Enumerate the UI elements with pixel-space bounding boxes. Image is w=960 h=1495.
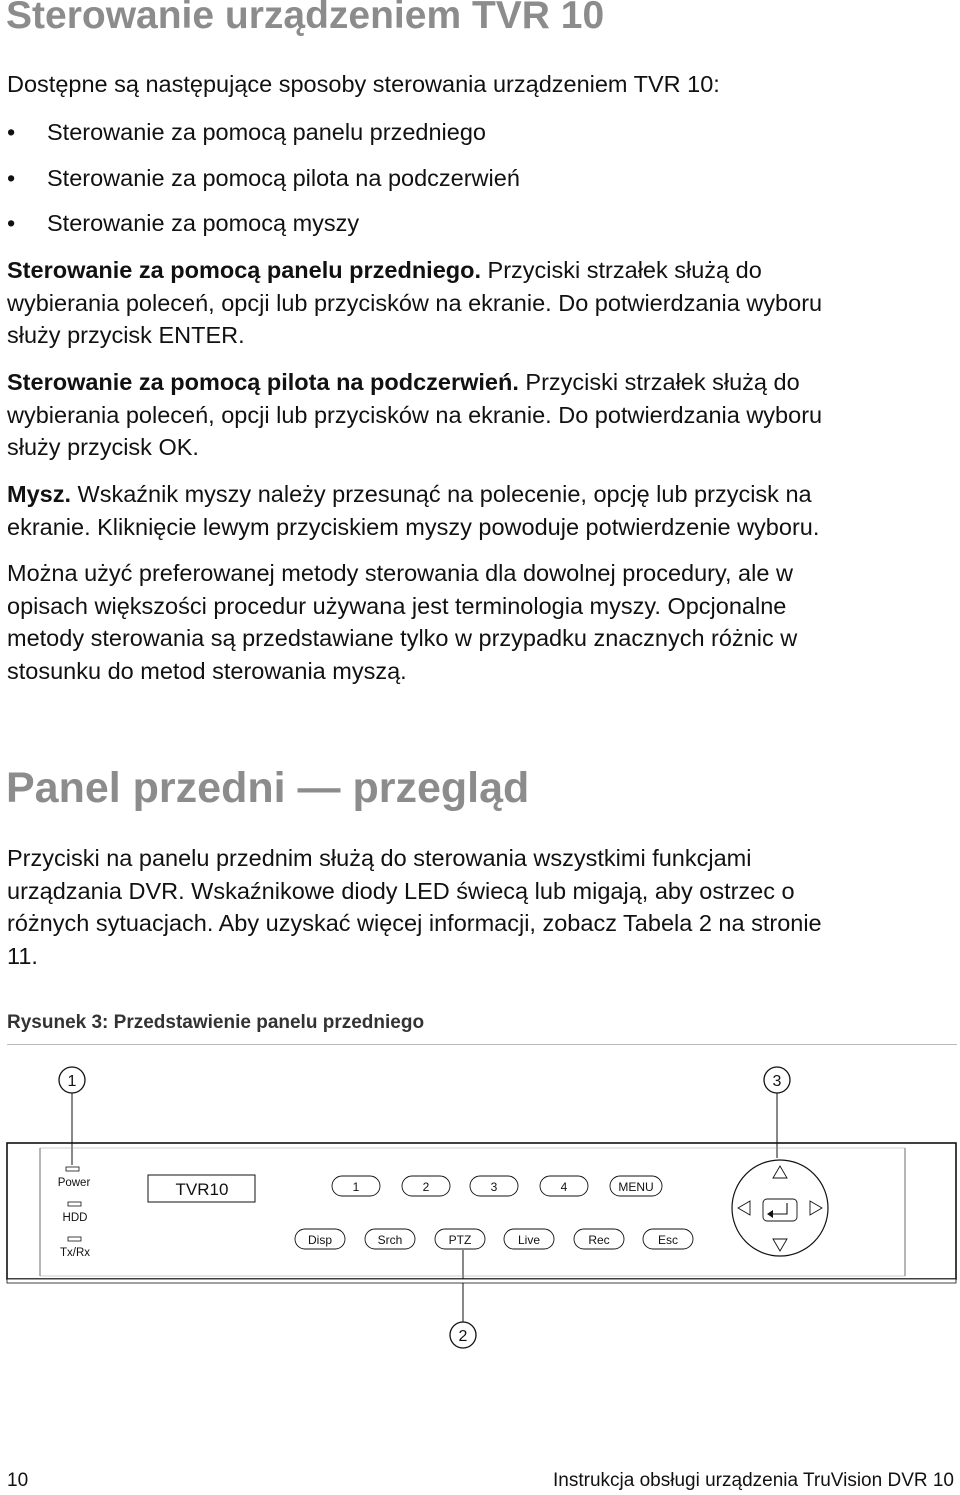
svg-text:Power: Power <box>57 1177 91 1189</box>
svg-text:3: 3 <box>772 1073 782 1090</box>
paragraph-mouse: Mysz. Wskaźnik myszy należy przesunąć na polecenie, opcję lub przycisk na ekranie. Kliknięcie lewym przyciskiem myszy powoduje potwierdzenie wyboru. <box>7 481 820 540</box>
button-menu[interactable] <box>610 1176 662 1196</box>
paragraph-front-panel-overview: Przyciski na panelu przednim służą do sterowania wszystkimi funkcjami urządzania DVR. Wskaźnikowe diody LED świecą lub migają, aby ostrzec o różnych sytuacjach. Aby uzyskać więcej informacji, zobacz Tabela 2 na stronie 11. <box>7 845 822 969</box>
svg-text:Tx/Rx: Tx/Rx <box>59 1247 91 1259</box>
document-title: Instrukcja obsługi urządzenia TruVision DVR 10 <box>553 1470 954 1491</box>
intro-text: Dostępne są następujące sposoby sterowania urządzeniem TVR 10: <box>7 71 720 97</box>
paragraph-front-panel: Sterowanie za pomocą panelu przedniego. Przyciski strzałek służą do wybierania poleceń, opcji lub przycisków na ekranie. Do potwierdzania wyboru służy przycisk ENTER. <box>7 257 823 348</box>
section-title-front-panel: Panel przedni — przegląd <box>6 764 530 812</box>
figure-caption: Rysunek 3: Przedstawienie panelu przedniego <box>7 1012 425 1033</box>
page-number: 10 <box>7 1470 29 1491</box>
led-txrx <box>60 1237 90 1259</box>
callout-3 <box>764 1067 790 1158</box>
button-srch[interactable] <box>365 1229 415 1249</box>
svg-text:Esc: Esc <box>657 1233 679 1247</box>
svg-text:1: 1 <box>67 1073 77 1090</box>
button-3[interactable] <box>470 1176 518 1196</box>
button-1[interactable] <box>332 1176 380 1196</box>
svg-text:PTZ: PTZ <box>448 1233 472 1247</box>
navigation-pad <box>732 1160 828 1256</box>
svg-text:3: 3 <box>490 1180 498 1194</box>
enter-icon[interactable] <box>763 1199 797 1221</box>
manual-page: Sterowanie urządzeniem TVR 10 Dostępne są następujące sposoby sterowania urządzeniem TVR 10: • Sterowanie za pomocą panelu przedniego • Sterowanie za pomocą pilota na podczerwień • Sterowanie za pomocą myszy Sterowanie za pomocą panelu przedniego. Przyciski strzałek służą do wybierania poleceń, opcji lub przycisków na ekranie. Do potwierdzania wyboru służy przycisk ENTER. Sterowanie za pomocą pilota na podczerwień. Przyciski strzałek służą do wybierania poleceń, opcji lub przycisków na ekranie. Do potwierdzania wyboru służy przycisk OK. Mysz. Wskaźnik myszy należy przesunąć na polecenie, opcję lub przycisk na ekranie. Kliknięcie lewym przyciskiem myszy powoduje potwierdzenie wyboru. Można użyć preferowanej metody sterowania dla dowolnej procedury, ale w opisach większości procedur używana jest terminologia myszy. Opcjonalne metody sterowania są przedstawiane tylko w przypadku znacznych różnic w stosunku do metod sterowania myszą. Panel przedni — przegląd Przyciski na panelu przednim służą do sterowania wszystkimi funkcjami urządzania DVR. Wskaźnikowe diody LED świecą lub migają, aby ostrzec o różnych sytuacjach. Aby uzyskać więcej informacji, zobacz Tabela 2 na stronie 11. Rysunek 3: Przedstawienie panelu przedniego 1 3 2 Power HDD Tx/Rx TVR10 1 2 3 4 MENU Disp Srch PTZ Live Rec Esc 10 Instrukcja obsługi urządzenia TruVision DVR 10 <box>0 0 960 1495</box>
bullet-icon: • <box>7 210 16 236</box>
button-ptz[interactable] <box>435 1229 485 1249</box>
svg-text:2: 2 <box>458 1328 468 1345</box>
bullet-icon: • <box>7 119 16 145</box>
front-panel-figure <box>0 1050 960 1360</box>
svg-text:Rec: Rec <box>588 1233 610 1247</box>
svg-text:Live: Live <box>517 1233 541 1247</box>
model-label <box>148 1175 255 1202</box>
svg-text:Disp: Disp <box>307 1233 333 1247</box>
button-2[interactable] <box>402 1176 450 1196</box>
svg-text:4: 4 <box>560 1180 568 1194</box>
button-4[interactable] <box>540 1176 588 1196</box>
led-power <box>58 1167 91 1189</box>
svg-text:MENU: MENU <box>618 1180 654 1194</box>
button-disp[interactable] <box>295 1229 345 1249</box>
svg-text:2: 2 <box>422 1180 430 1194</box>
led-hdd <box>63 1202 88 1224</box>
svg-text:1: 1 <box>352 1180 360 1194</box>
button-live[interactable] <box>504 1229 554 1249</box>
svg-text:TVR10: TVR10 <box>175 1180 229 1199</box>
callout-1 <box>59 1067 85 1165</box>
button-rec[interactable] <box>574 1229 624 1249</box>
button-esc[interactable] <box>643 1229 693 1249</box>
bullet-icon: • <box>7 165 16 191</box>
svg-text:Srch: Srch <box>377 1233 403 1247</box>
caption-divider <box>7 1044 957 1045</box>
section-title-control: Sterowanie urządzeniem TVR 10 <box>6 0 605 37</box>
callout-2 <box>450 1250 476 1348</box>
paragraph-remote: Sterowanie za pomocą pilota na podczerwień. Przyciski strzałek służą do wybierania poleceń, opcji lub przycisków na ekranie. Do potwierdzania wyboru służy przycisk OK. <box>7 369 823 460</box>
svg-text:HDD: HDD <box>62 1212 88 1224</box>
paragraph-note: Można użyć preferowanej metody sterowania dla dowolnej procedury, ale w opisach większości procedur używana jest terminologia myszy. Opcjonalne metody sterowania są przedstawiane tylko w przypadku znacznych różnic w stosunku do metod sterowania myszą. <box>7 560 798 684</box>
